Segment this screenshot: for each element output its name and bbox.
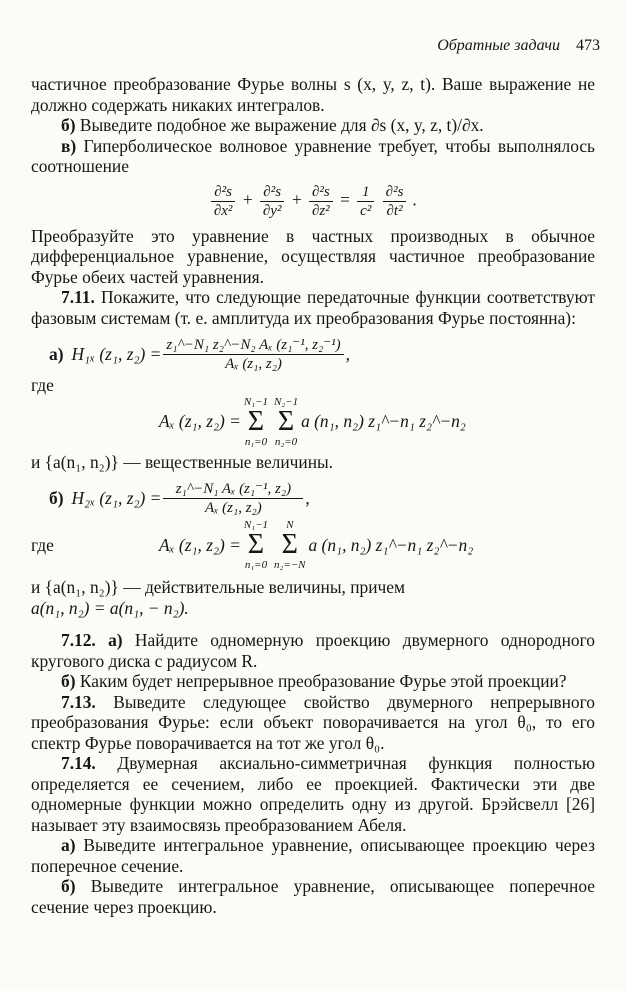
fraction: $\frac{\text{∂²s}}{\text{∂z²}}$ — [309, 183, 333, 220]
paragraph: 7.14. Двумерная аксиально-симметричная функция полностью определяется ее сечением, либо ее проекцией. Фактически эти две одномерные функции можно определить одну из другой. Брэйсвелл [26] называет эту взаимосвязь преобразованием Абеля. — [31, 753, 595, 835]
wave-equation: $\frac{\text{∂²s}}{\text{∂x²}}$ + $\frac{\text{∂²s}}{\text{∂y²}}$ + $\frac{\text{∂²s}}{\text{∂z²}}$ = $\frac{1}{\text{c²}}$ $\frac{\text{∂²s}}{\text{∂t²}}$ . — [31, 183, 595, 220]
fraction: $\frac{1}{\text{c²}}$ — [357, 183, 374, 220]
fraction: $\frac{\text{z₁\textasciicircum{}−N₁ Aₓ (z₁⁻¹, z₂)}}{\text{Aₓ (z₁, z₂)}}$ — [163, 480, 303, 517]
page-body — [31, 74, 595, 917]
paragraph: в) Гиперболическое волновое уравнение требует, чтобы выполнялось соотношение — [31, 135, 595, 176]
paragraph: и {a(n₁, n₂)} — вещественные величины. — [31, 451, 334, 472]
equation-sum-1: Aₓ (z₁, z₂) = N₁−1 Σ n₁=0 N₂−1 Σ n₂=0 a (n₁, n₂) z₁^−n₁ z₂^−n₂ — [159, 395, 466, 448]
paragraph: a(n₁, n₂) = a(n₁, − n₂). — [31, 597, 189, 618]
paragraph: где — [31, 375, 54, 395]
paragraph: 7.13. Выведите следующее свойство двумерного непрерывного преобразования Фурье: если объект поворачивается на угол θ₀, то его спектр Фурье поворачивается на тот же угол θ₀. — [31, 691, 595, 753]
paragraph: частичное преобразование Фурье волны s (x, y, z, t). Ваше выражение не должно содержать никаких интегралов. — [31, 74, 595, 115]
equation-a: а) H₁ₓ (z₁, z₂) = $\frac{\text{z₁\textasciicircum{}−N₁ z₂\textasciicircum{}−N₂ Aₓ (z₁⁻¹, z₂⁻¹)}}{\text{Aₓ (z₁, z₂)}}$ , — [49, 337, 351, 372]
paragraph: а) Выведите интегральное уравнение, описывающее проекцию через поперечное сечение. — [31, 835, 595, 876]
equation-sum-2: Aₓ (z₁, z₂) = N₁−1 Σ n₁=0 N Σ n₂=−N a (n₁, n₂) z₁^−n₁ z₂^−n₂ — [159, 519, 474, 571]
running-title: Обратные задачи — [437, 37, 560, 54]
equation-b: б) H₂ₓ (z₁, z₂) = $\frac{\text{z₁\textasciicircum{}−N₁ Aₓ (z₁⁻¹, z₂)}}{\text{Aₓ (z₁, z₂)}}$ , — [49, 481, 310, 516]
paragraph: 7.12. а) Найдите одномерную проекцию двумерного однородного кругового диска с радиусом R. — [31, 630, 595, 671]
paragraph: Преобразуйте это уравнение в частных производных в обычное дифференциальное уравнение, осуществляя частичное преобразование Фурье обеих частей уравнения. — [31, 225, 595, 287]
paragraph: б) Каким будет непрерывное преобразование Фурье этой проекции? — [61, 671, 567, 691]
equation-sum-2-row: где Aₓ (z₁, z₂) = N₁−1 Σ n₁=0 N Σ n₂=−N a (n₁, n₂) z₁^−n₁ z₂^−n₂ — [31, 519, 474, 571]
sum-operator: N₁−1 Σ n₁=0 — [243, 519, 268, 571]
page-header — [0, 36, 600, 57]
fraction: $\frac{\text{∂²s}}{\text{∂y²}}$ — [260, 183, 285, 220]
sum-operator: N₂−1 Σ n₂=0 — [274, 395, 299, 448]
fraction: $\frac{\text{∂²s}}{\text{∂x²}}$ — [211, 183, 236, 220]
paragraph: б) Выведите интегральное уравнение, описывающее поперечное сечение через проекцию. — [31, 876, 595, 917]
page-number: 473 — [576, 37, 600, 54]
sum-operator: N₁−1 Σ n₁=0 — [243, 395, 268, 448]
fraction: $\frac{\text{∂²s}}{\text{∂t²}}$ — [383, 183, 407, 220]
fraction: $\frac{\text{z₁\textasciicircum{}−N₁ z₂\textasciicircum{}−N₂ Aₓ (z₁⁻¹, z₂⁻¹)}}{\text{Aₓ (z₁, z₂)}}$ — [163, 336, 343, 373]
paragraph: 7.11. Покажите, что следующие передаточные функции соответствуют фазовым системам (т. е. амплитуда их преобразования Фурье постоянна): — [31, 287, 595, 328]
paragraph: и {a(n₁, n₂)} — действительные величины, причем — [31, 577, 405, 597]
sum-operator: N Σ n₂=−N — [274, 519, 306, 571]
paragraph: б) Выведите подобное же выражение для ∂s (x, y, z, t)/∂x. — [61, 115, 484, 135]
